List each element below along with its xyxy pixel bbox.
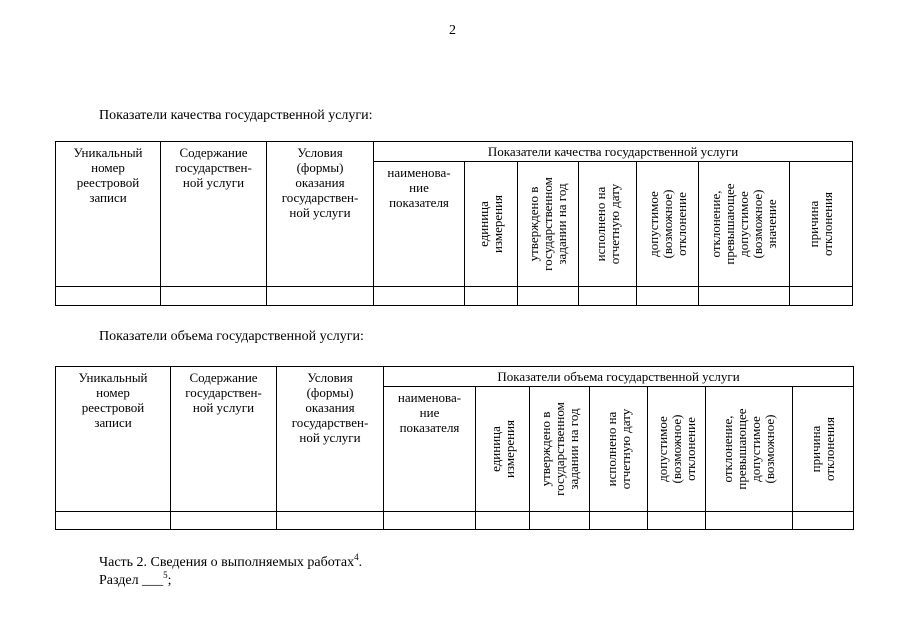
quality-col-content: Содержание государствен- ной услуги bbox=[161, 142, 267, 287]
table-cell bbox=[56, 512, 171, 530]
table-cell bbox=[590, 512, 648, 530]
section-text: Раздел ___ bbox=[99, 573, 164, 588]
table-cell bbox=[706, 512, 793, 530]
quality-col-reason: причина отклонения bbox=[806, 192, 836, 256]
table-cell bbox=[476, 512, 530, 530]
section-suffix: ; bbox=[167, 573, 172, 588]
quality-col-name: наименова- ние показателя bbox=[374, 162, 465, 287]
volume-col-reason: причина отклонения bbox=[808, 417, 838, 481]
volume-col-exceed: отклонение, превышающее допустимое (возможное) bbox=[720, 408, 777, 490]
volume-col-approved: утверждено в государственном задании на год bbox=[537, 402, 581, 496]
part2-text: Часть 2. Сведения о выполняемых работах bbox=[99, 555, 355, 570]
table-cell bbox=[793, 512, 854, 530]
quality-heading: Показатели качества государственной услуги: bbox=[99, 108, 373, 123]
table-cell bbox=[171, 512, 277, 530]
volume-heading: Показатели объема государственной услуги: bbox=[99, 329, 364, 344]
volume-col-content: Содержание государствен- ной услуги bbox=[171, 367, 277, 512]
table-cell bbox=[648, 512, 706, 530]
part2-suffix: . bbox=[358, 555, 363, 570]
quality-table bbox=[55, 141, 853, 306]
volume-col-name: наименова- ние показателя bbox=[384, 387, 476, 512]
table-cell bbox=[384, 512, 476, 530]
table-cell bbox=[579, 287, 637, 306]
page-number: 2 bbox=[449, 23, 456, 38]
section-footnote: 5 bbox=[163, 570, 168, 580]
table-cell bbox=[56, 287, 161, 306]
volume-col-actual: исполнено на отчетную дату bbox=[603, 408, 633, 490]
volume-col-conditions: Условия (формы) оказания государствен- ной услуги bbox=[277, 367, 384, 512]
table-cell bbox=[277, 512, 384, 530]
volume-col-unique: Уникальный номер реестровой записи bbox=[56, 367, 171, 512]
table-cell bbox=[790, 287, 853, 306]
part2-line bbox=[99, 552, 363, 571]
table-cell bbox=[518, 287, 579, 306]
quality-col-approved: утверждено в государственном задании на год bbox=[526, 177, 569, 271]
table-cell bbox=[267, 287, 374, 306]
quality-col-conditions: Условия (формы) оказания государствен- ной услуги bbox=[267, 142, 374, 287]
table-cell bbox=[699, 287, 790, 306]
volume-col-unit: единица измерения bbox=[487, 419, 517, 479]
quality-col-unique: Уникальный номер реестровой записи bbox=[56, 142, 161, 287]
table-cell bbox=[465, 287, 518, 306]
quality-col-unit: единица измерения bbox=[476, 194, 505, 254]
quality-col-exceed: отклонение, превышающее допустимое (возможное) значение bbox=[708, 183, 779, 265]
volume-group-title: Показатели объема государственной услуги bbox=[384, 367, 854, 387]
volume-table bbox=[55, 366, 854, 530]
part2-footnote: 4 bbox=[354, 552, 359, 562]
volume-col-allowed: допустимое (возможное) отклонение bbox=[654, 414, 698, 484]
section-line bbox=[99, 570, 172, 589]
volume-empty-row bbox=[56, 512, 854, 530]
quality-col-allowed: допустимое (возможное) отклонение bbox=[645, 189, 689, 259]
quality-col-actual: исполнено на отчетную дату bbox=[592, 183, 622, 265]
table-cell bbox=[374, 287, 465, 306]
quality-group-title: Показатели качества государственной услуги bbox=[374, 142, 853, 162]
table-cell bbox=[637, 287, 699, 306]
quality-empty-row bbox=[56, 287, 853, 306]
table-cell bbox=[161, 287, 267, 306]
table-cell bbox=[530, 512, 590, 530]
